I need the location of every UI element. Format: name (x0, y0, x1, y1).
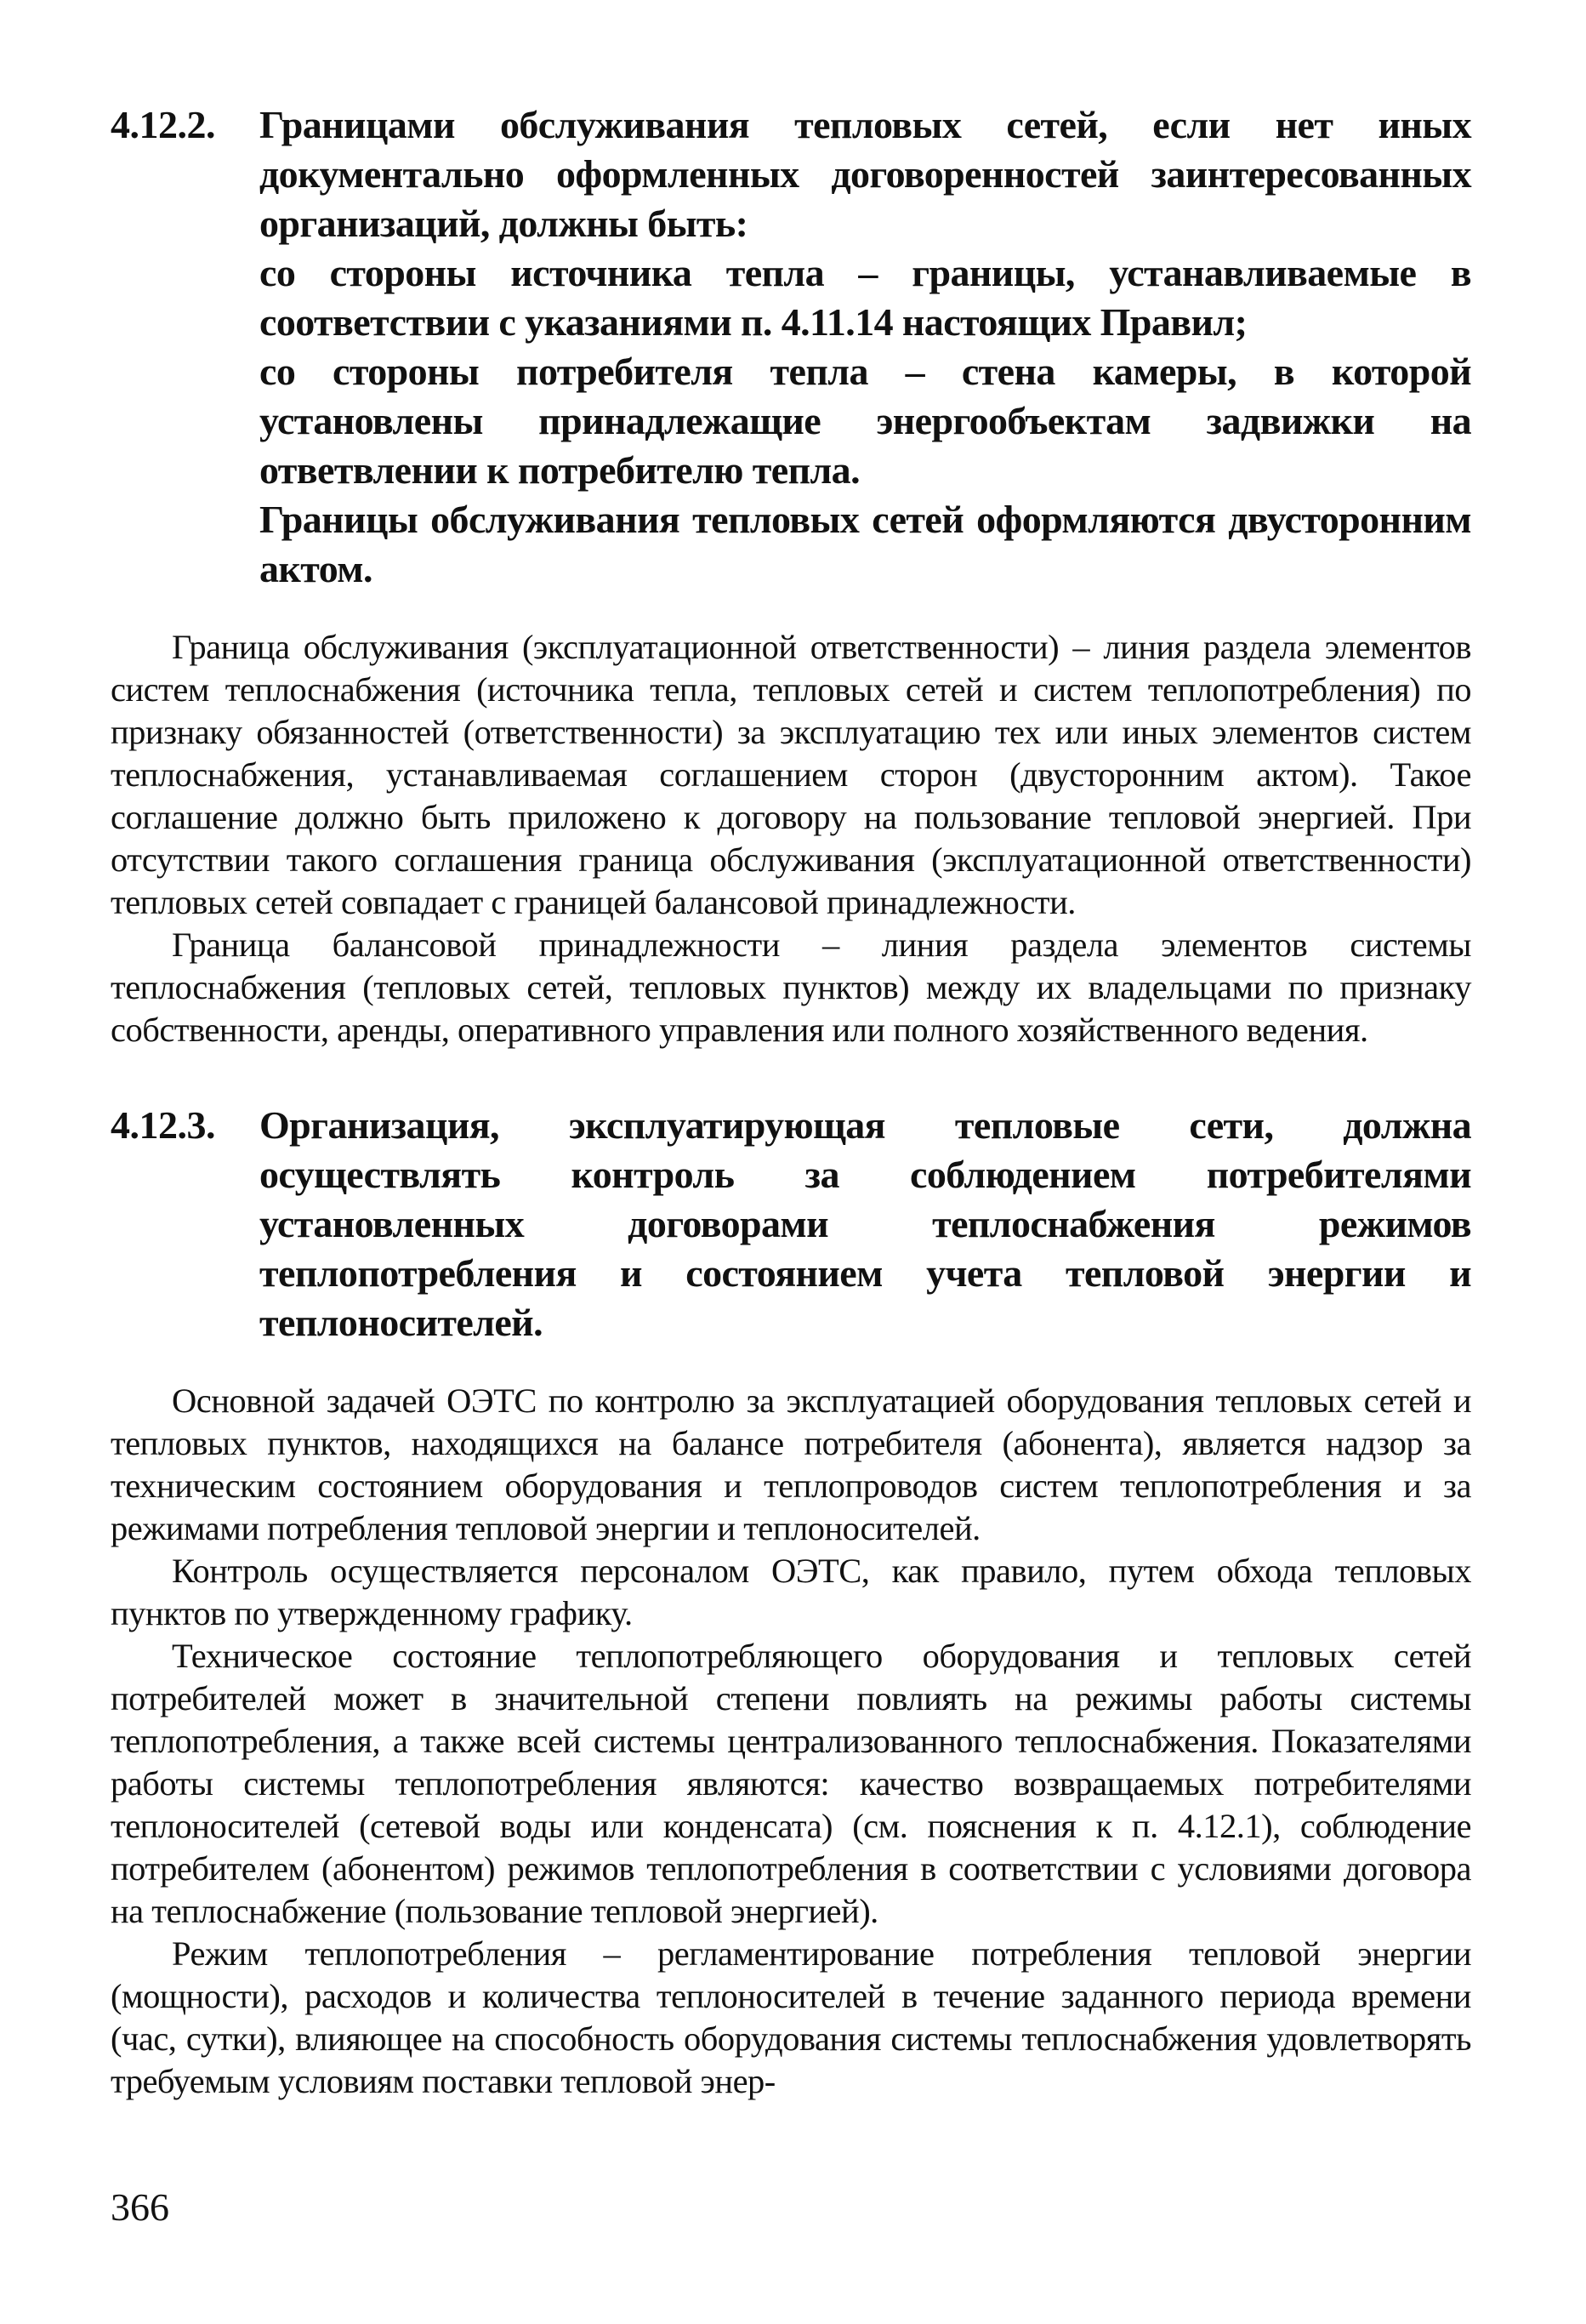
explanation-paragraph: Граница обслуживания (эксплуатационной ответственности) – линия раздела элементов систем теплоснабжения (источника тепла, тепловых сетей и систем теплопотребления) по признаку обязанностей (ответственности) за эксплуатацию тех или иных элементов систем теплоснабжения, устанавливаемая соглашением сторон (двусторонним актом). Такое соглашение должно быть приложено к договору на пользование тепловой энергией. При отсутствии такого соглашения граница обслуживания (эксплуатационной ответственности) тепловых сетей совпадает с границей балансовой принадлежности. (111, 628, 1471, 921)
explanation (111, 1380, 1471, 2103)
explanation (111, 626, 1471, 1051)
clause-paragraph: Границы обслуживания тепловых сетей оформляются двусторонним актом. (259, 498, 1471, 590)
clause-text (259, 1101, 1471, 1347)
clause-4-12-2 (111, 100, 1471, 594)
clause-number: 4.12.3. (111, 1103, 215, 1147)
section-4-12-3 (111, 1101, 1471, 2103)
explanation-paragraph: Контроль осуществляется персоналом ОЭТС, как правило, путем обхода тепловых пунктов по утвержденному графику. (111, 1552, 1471, 1632)
explanation-paragraph: Режим теплопотребления – регламентирование потребления тепловой энергии (мощности), расходов и количества теплоносителей в течение заданного периода времени (час, сутки), влияющее на способность оборудования системы теплоснабжения удовлетворять требуемым условиям поставки тепловой энер- (111, 1934, 1471, 2100)
clause-number: 4.12.2. (111, 103, 215, 146)
document-page (111, 100, 1471, 2103)
explanation-paragraph: Основной задачей ОЭТС по контролю за эксплуатацией оборудования тепловых сетей и тепловых пунктов, находящихся на балансе потребителя (абонента), является надзор за техническим состоянием оборудования и теплопроводов систем теплопотребления и за режимами потребления тепловой энергии и теплоносителей. (111, 1381, 1471, 1547)
clause-paragraph: Границами обслуживания тепловых сетей, если нет иных документально оформленных договоренностей заинтересованных организаций, должны быть: (259, 103, 1471, 245)
clause-paragraph: со стороны источника тепла – границы, устанавливаемые в соответствии с указаниями п. 4.11.14 настоящих Правил; (259, 251, 1471, 344)
clause-paragraph: Организация, эксплуатирующая тепловые сети, должна осуществлять контроль за соблюдением потребителями установленных договорами теплоснабжения режимов теплопотребления и состоянием учета тепловой энергии и теплоносителей. (259, 1103, 1471, 1344)
section-4-12-2 (111, 100, 1471, 1051)
explanation-paragraph: Граница балансовой принадлежности – линия раздела элементов системы теплоснабжения (тепловых сетей, тепловых пунктов) между их владельцами по признаку собственности, аренды, оперативного управления или полного хозяйственного ведения. (111, 926, 1471, 1049)
clause-text (259, 100, 1471, 594)
clause-4-12-3 (111, 1101, 1471, 1347)
clause-paragraph: со стороны потребителя тепла – стена камеры, в которой установлены принадлежащие энергообъектам задвижки на ответвлении к потребителю тепла. (259, 350, 1471, 492)
explanation-paragraph: Техническое состояние теплопотребляющего оборудования и тепловых сетей потребителей может в значительной степени повлиять на режимы работы системы теплопотребления, а также всей системы централизованного теплоснабжения. Показателями работы системы теплопотребления являются: качество возвращаемых потребителями теплоносителей (сетевой воды или конденсата) (см. пояснения к п. 4.12.1), соблюдение потребителем (абонентом) режимов теплопотребления в соответствии с условиями договора на теплоснабжение (пользование тепловой энергией). (111, 1637, 1471, 1930)
page-number: 366 (111, 2185, 169, 2229)
